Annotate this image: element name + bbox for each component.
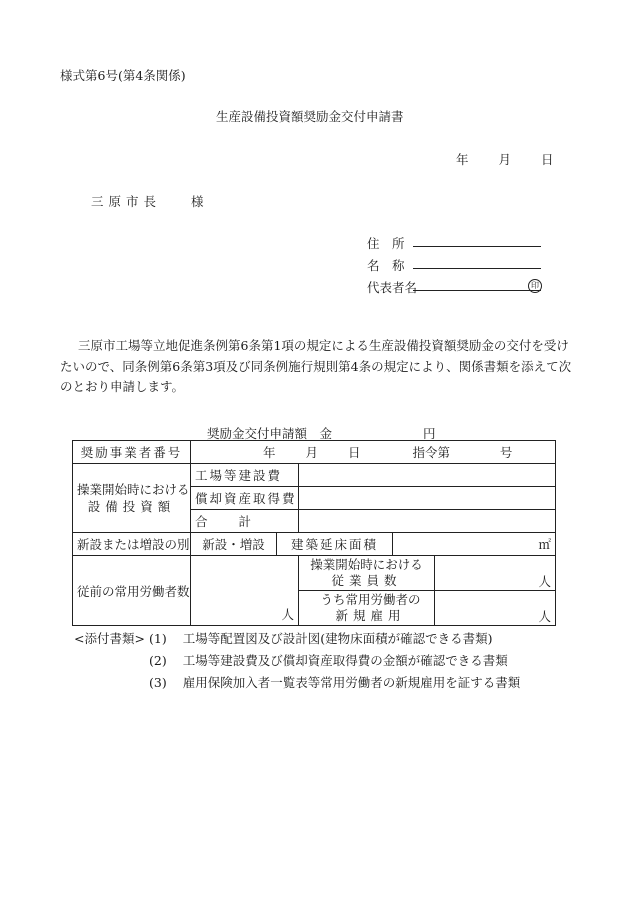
employees-block <box>299 556 556 626</box>
address-field[interactable] <box>413 246 541 247</box>
attachment-item <box>149 629 492 647</box>
construction-cost-label: 工場等建設費 <box>191 464 299 487</box>
attachment-number: (2) <box>149 653 167 668</box>
business-number-label: 奨励事業者番号 <box>73 441 191 464</box>
representative-label: 代表者名 <box>367 280 418 295</box>
date-month: 月 <box>498 152 511 167</box>
date-line <box>456 150 553 168</box>
table-row <box>73 464 556 487</box>
attachment-number: (1) <box>149 631 167 646</box>
investment-group-line1: 操業開始時における <box>77 482 190 497</box>
attachment-item <box>149 673 520 691</box>
prior-workers-unit: 人 <box>281 607 294 622</box>
floor-area-unit: ㎡ <box>538 537 552 552</box>
designation-number: 号 <box>499 445 513 460</box>
amount-label: 奨励金交付申請額 金 <box>207 426 333 441</box>
address-label: 住 所 <box>367 236 405 251</box>
document-title: 生産設備投資額奨励金交付申請書 <box>216 109 404 124</box>
application-body: 三原市工場等立地促進条例第6条第1項の規定による生産設備投資額奨励金の交付を受けたいので、同条例第6条第3項及び同条例施行規則第4条の規定により、関係書類を添えて次のとおり申請します。 <box>60 338 572 394</box>
employees-label-line2: 従業員数 <box>331 573 402 588</box>
addressee <box>91 192 204 210</box>
new-hire-field[interactable] <box>435 591 556 626</box>
table-row <box>73 441 556 464</box>
new-hire-label-line2: 新規雇用 <box>335 608 406 623</box>
new-or-expansion-label: 新設または増設の別 <box>73 533 191 556</box>
application-table <box>72 440 556 626</box>
seal-mark: 印 <box>528 279 542 293</box>
asset-cost-label: 償却資産取得費 <box>191 487 299 510</box>
new-hire-label <box>299 591 435 626</box>
asset-cost-field[interactable] <box>299 487 556 510</box>
investment-group-label <box>73 464 191 533</box>
floor-area-label: 建築延床面積 <box>277 533 393 556</box>
investment-group-line2: 設備投資額 <box>87 499 176 514</box>
prior-workers-label: 従前の常用労働者数 <box>73 556 191 626</box>
company-name-label: 名 称 <box>367 258 405 273</box>
new-hire-unit: 人 <box>538 609 552 624</box>
form-number: 様式第6号(第4条関係) <box>60 68 186 83</box>
prior-workers-field[interactable] <box>191 556 299 626</box>
attachment-text: 工場等建設費及び償却資産取得費の金額が確認できる書類 <box>182 653 508 668</box>
employees-unit: 人 <box>538 574 552 589</box>
floor-area-field[interactable] <box>393 533 556 556</box>
total-label: 合 計 <box>191 510 299 533</box>
employees-label-line1: 操業開始時における <box>310 557 423 572</box>
employees-label <box>299 556 435 591</box>
table-row <box>73 533 556 556</box>
new-or-expansion-choice[interactable]: 新設・増設 <box>191 533 277 556</box>
employees-field[interactable] <box>435 556 556 591</box>
amount-unit: 円 <box>423 426 436 441</box>
business-number-field[interactable] <box>191 441 556 464</box>
attachment-text: 雇用保険加入者一覧表等常用労働者の新規雇用を証する書類 <box>182 675 521 690</box>
table-row <box>73 556 556 626</box>
attachment-item <box>149 651 508 669</box>
attachment-number: (3) <box>149 675 167 690</box>
reg-month: 月 <box>305 445 318 460</box>
total-field[interactable] <box>299 510 556 533</box>
date-day: 日 <box>540 152 554 167</box>
addressee-honorific: 様 <box>190 194 204 209</box>
reg-year: 年 <box>262 445 276 460</box>
construction-cost-field[interactable] <box>299 464 556 487</box>
addressee-name: 三原市長 <box>91 194 162 209</box>
designation-label: 指令第 <box>412 445 450 460</box>
attachments-heading: <添付書類> <box>74 631 145 646</box>
date-year: 年 <box>456 152 469 167</box>
representative-field[interactable] <box>413 290 541 291</box>
reg-day: 日 <box>347 445 361 460</box>
attachment-text: 工場等配置図及び設計図(建物床面積が確認できる書類) <box>182 631 493 646</box>
new-hire-label-line1: うち常用労働者の <box>320 592 421 607</box>
company-name-field[interactable] <box>413 268 541 269</box>
